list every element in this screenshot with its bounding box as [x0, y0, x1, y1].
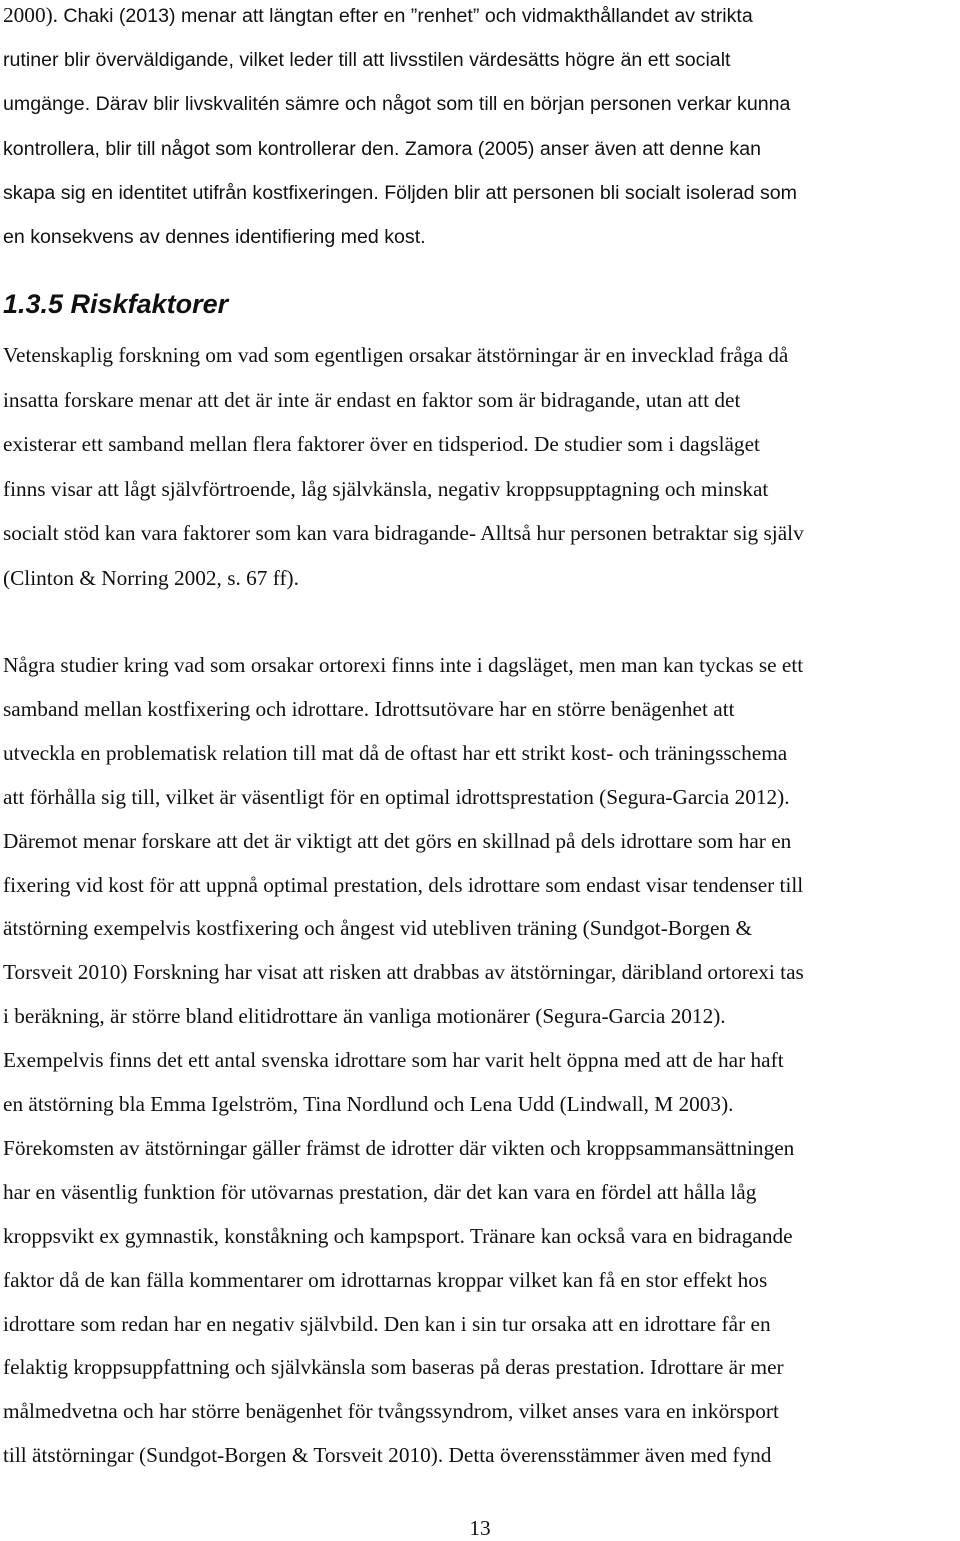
text-run: idrottare som redan har en negativ självbild. Den kan i sin tur orsaka att en idrottare får en — [3, 1311, 771, 1336]
text-line — [3, 652, 803, 678]
text-run: Torsveit 2010) Forskning har visat att risken att drabbas av ätstörningar, däribland ortorexi tas — [3, 960, 804, 985]
text-run: existerar ett samband mellan flera faktorer över en tidsperiod. De studier som i dagsläget — [3, 432, 760, 456]
text-run: Exempelvis finns det ett antal svenska idrottare som har varit helt öppna med att de har haft — [3, 1048, 784, 1073]
text-run: felaktig kroppsuppfattning och självkänsla som baseras på deras prestation. Idrottare är mer — [3, 1355, 784, 1380]
text-line — [3, 696, 735, 722]
text-run: ätstörning exempelvis kostfixering och ångest vid utebliven träning (Sundgot-Borgen & — [3, 916, 753, 941]
text-run: Chaki (2013) menar att längtan efter en ”renhet” och vidmakthållandet av strikta — [63, 5, 753, 27]
text-line — [3, 1267, 767, 1293]
text-line — [3, 520, 804, 546]
text-line — [3, 1047, 784, 1073]
text-run: 2000). — [3, 3, 64, 27]
text-run: en ätstörning bla Emma Igelström, Tina Nordlund och Lena Udd (Lindwall, M 2003). — [3, 1092, 734, 1116]
text-line — [3, 46, 731, 73]
text-run: (Clinton & Norring 2002, s. 67 ff). — [3, 565, 299, 590]
text-run: insatta forskare menar att det är inte är endast en faktor som är bidragande, utan att det — [3, 387, 741, 412]
text-line — [3, 476, 768, 502]
text-line — [3, 90, 790, 117]
text-run: i beräkning, är större bland elitidrottare än vanliga motionärer (Segura-Garcia 2012). — [3, 1004, 726, 1029]
text-line — [3, 387, 740, 413]
text-line — [3, 1398, 779, 1424]
text-run: Några studier kring vad som orsakar ortorexi finns inte i dagsläget, men man kan tyckas se ett — [3, 653, 804, 677]
text-line — [3, 740, 787, 766]
text-line — [3, 135, 761, 162]
text-line — [3, 565, 299, 591]
text-run: skapa sig en identitet utifrån kostfixeringen. Följden blir att personen bli socialt isolerad som — [3, 181, 797, 204]
text-line — [3, 915, 752, 941]
text-line — [3, 179, 797, 206]
text-line — [3, 1091, 734, 1117]
text-line — [3, 431, 760, 457]
text-line — [3, 1003, 726, 1029]
text-line — [3, 872, 803, 898]
text-line — [3, 828, 791, 854]
text-line — [3, 1179, 756, 1205]
text-line — [3, 1135, 794, 1161]
text-line — [3, 1223, 793, 1249]
text-run: att förhålla sig till, vilket är väsentligt för en optimal idrottsprestation (Segura-Garcia 2012). — [3, 784, 790, 809]
text-run: utveckla en problematisk relation till mat då de oftast har ett strikt kost- och träningsschema — [3, 740, 788, 765]
text-run: har en väsentlig funktion för utövarnas prestation, där det kan vara en fördel att hålla låg — [3, 1179, 757, 1204]
text-run: umgänge. Därav blir livskvalitén sämre och något som till en början personen verkar kunna — [3, 93, 791, 116]
text-run: Däremot menar forskare att det är viktigt att det görs en skillnad på dels idrottare som har en — [3, 828, 792, 853]
text-line — [3, 223, 426, 250]
text-run: målmedvetna och har större benägenhet för tvångssyndrom, vilket anses vara en inkörsport — [3, 1399, 779, 1424]
text-run: fixering vid kost för att uppnå optimal prestation, dels idrottare som endast visar tendenser till — [3, 872, 804, 897]
text-run: till ätstörningar (Sundgot-Borgen & Torsveit 2010). Detta överensstämmer även med fynd — [3, 1443, 772, 1468]
text-line — [3, 1442, 771, 1468]
text-line — [3, 959, 804, 985]
text-run: socialt stöd kan vara faktorer som kan vara bidragande- Alltså hur personen betraktar sig själv — [3, 521, 804, 545]
text-line — [3, 784, 790, 810]
text-run: faktor då de kan fälla kommentarer om idrottarnas kroppar vilket kan få en stor effekt hos — [3, 1267, 768, 1292]
text-line — [3, 2, 753, 29]
text-run: en konsekvens av dennes identifiering med kost. — [3, 226, 426, 248]
page-number: 13 — [469, 1516, 491, 1540]
text-run: rutiner blir överväldigande, vilket leder till att livsstilen värdesätts högre än ett socialt — [3, 49, 731, 72]
text-run: Förekomsten av ätstörningar gäller främst de idrotter där vikten och kroppsammansättningen — [3, 1135, 795, 1160]
text-run: finns visar att lågt självförtroende, låg självkänsla, negativ kroppsupptagning och minskat — [3, 476, 769, 501]
text-run: kroppsvikt ex gymnastik, konståkning och kampsport. Tränare kan också vara en bidragande — [3, 1223, 793, 1248]
text-line — [3, 342, 788, 368]
text-run: Vetenskaplig forskning om vad som egentligen orsakar ätstörningar är en invecklad fråga då — [3, 343, 789, 367]
text-run: kontrollera, blir till något som kontrollerar den. Zamora (2005) anser även att denne kan — [3, 137, 762, 160]
text-line — [3, 1354, 784, 1380]
section-heading: 1.3.5 Riskfaktorer — [3, 289, 229, 319]
text-run: samband mellan kostfixering och idrottare. Idrottsutövare har en större benägenhet att — [3, 696, 735, 721]
text-line — [3, 1311, 771, 1337]
